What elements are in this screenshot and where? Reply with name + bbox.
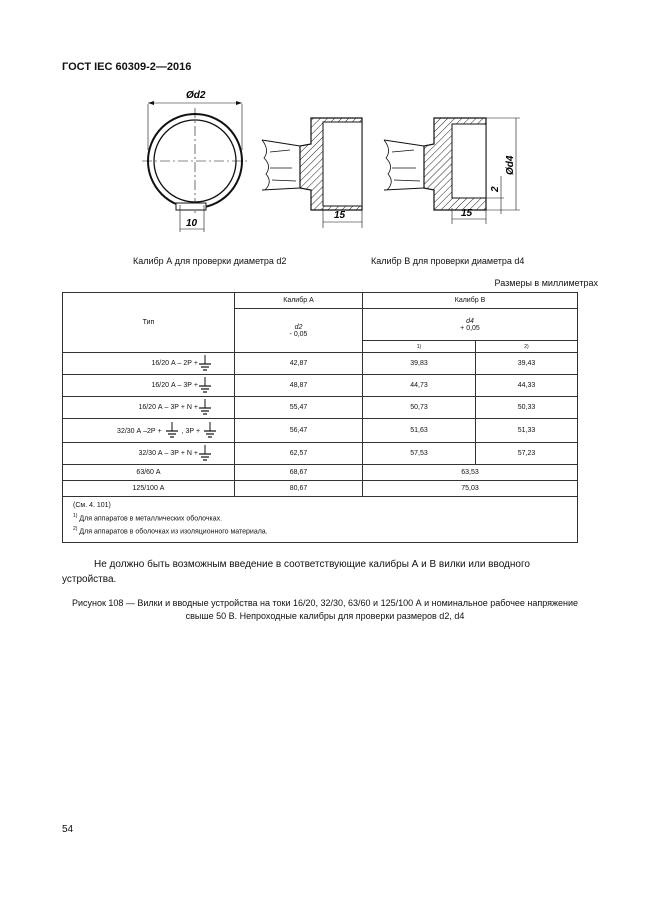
page-number: 54 (62, 824, 74, 835)
table-row: 16/20 А – 3Р + 48,87 44,73 44,33 (63, 375, 578, 397)
document-header: ГОСТ IEC 60309-2—2016 (62, 61, 192, 73)
earth-icon (198, 445, 212, 463)
caption-caliber-b: Калибр В для проверки диаметра d4 (371, 256, 525, 266)
header-caliber-a: Калибр А (235, 293, 363, 309)
units-note: Размеры в миллиметрах (494, 278, 598, 288)
header-caliber-b: Калибр В (363, 293, 578, 309)
dim-d2-label: Ød2 (186, 90, 206, 101)
table-row: 16/20 А – 3Р + N + 55,47 50,73 50,33 (63, 397, 578, 419)
body-paragraph: Не должно быть возможным введение в соответствующие калибры А и В вилки или вводного устройства. (62, 559, 530, 585)
caliber-table (62, 292, 578, 543)
header-d2: d2 - 0,05 (235, 309, 363, 353)
caliber-a-ring (142, 101, 248, 232)
footnote-mark-2: 2) (476, 341, 578, 353)
table-row: 63/60 А 68,67 63,53 (63, 465, 578, 481)
earth-icon (198, 377, 212, 395)
dim-10-label: 10 (186, 218, 198, 229)
caliber-a-section (262, 118, 362, 228)
earth-icon (165, 422, 179, 440)
note-2: $^{2)}$ Для аппаратов в оболочках из изоляционного материала. (73, 526, 268, 536)
caliber-drawing (0, 0, 646, 250)
earth-icon (198, 355, 212, 373)
table-row: 125/100 А 80,67 75,03 (63, 481, 578, 497)
footnote-mark-1: 1) (363, 341, 476, 353)
dim-d4-label: Ød4 (505, 155, 516, 175)
table-row: 32/30 А – 3Р + N + 62,57 57,53 57,23 (63, 443, 578, 465)
earth-icon (198, 399, 212, 417)
table-notes (63, 497, 578, 543)
figure-caption: Рисунок 108 — Вилки и вводные устройства на токи 16/20, 32/30, 63/60 и 125/100 А и номинальное рабочее напряжение свыше 50 В. Непроходные калибры для проверки размеров d2, d4 (71, 598, 579, 621)
earth-icon (203, 422, 217, 440)
note-1: $^{1)}$ Для аппаратов в металлических оболочках. (73, 513, 223, 523)
dim-15a-label: 15 (334, 210, 346, 221)
header-type: Тип (63, 293, 235, 353)
caption-caliber-a: Калибр А для проверки диаметра d2 (133, 256, 287, 266)
caliber-b-section (384, 118, 520, 224)
header-d4: d4 + 0,05 (363, 309, 578, 341)
table-row: 16/20 А – 2Р + 42,87 39,83 39,43 (63, 353, 578, 375)
note-ref: (См. 4. 101) (73, 502, 111, 509)
dim-2-label: 2 (490, 186, 501, 192)
dim-15b-label: 15 (461, 208, 473, 219)
table-row: 32/30 А –2Р + , 3Р + 56,47 51,63 51,33 (63, 419, 578, 443)
